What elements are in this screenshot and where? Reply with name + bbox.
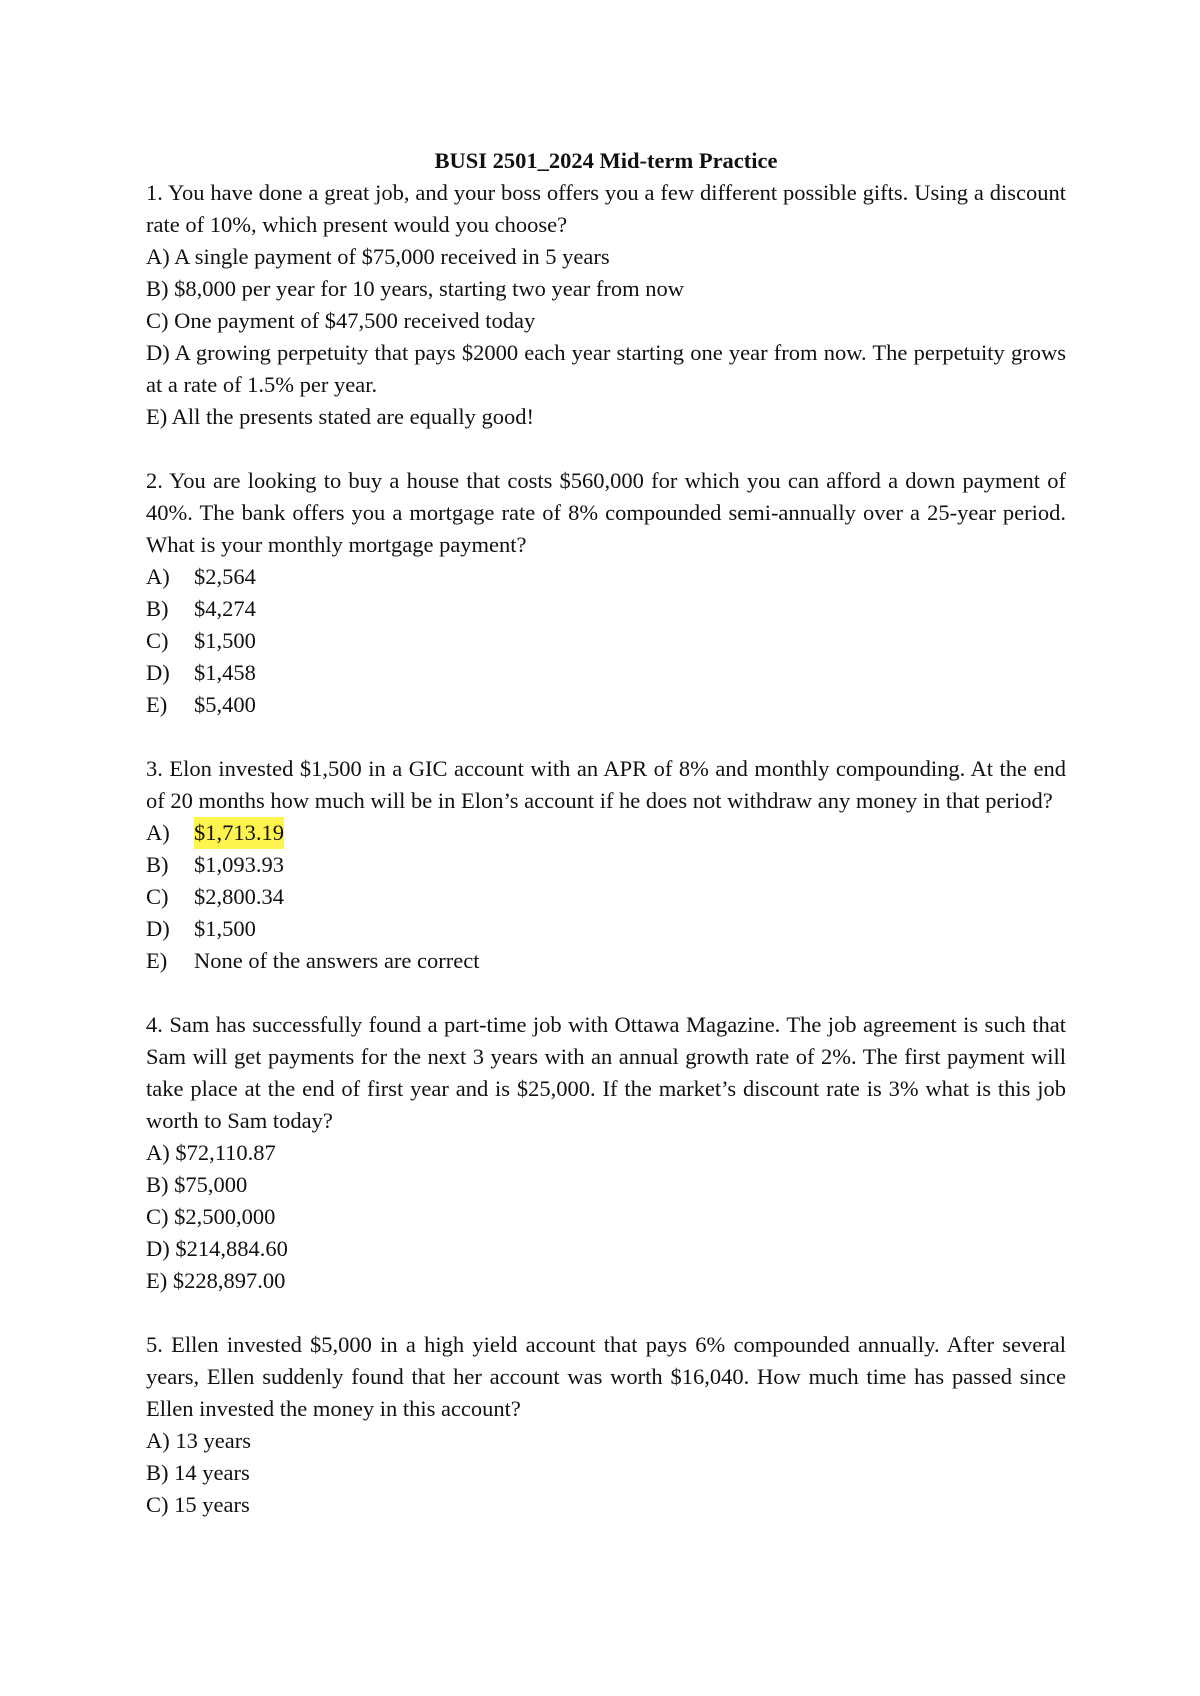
question-5-option-b: B) 14 years xyxy=(146,1460,250,1485)
question-3-option-e xyxy=(146,945,1066,977)
spacer xyxy=(146,1297,1066,1329)
question-3-option-b xyxy=(146,849,1066,881)
question-1 xyxy=(146,177,1066,433)
option-value: $1,093.93 xyxy=(194,852,284,877)
question-4-option-c: C) $2,500,000 xyxy=(146,1204,276,1229)
spacer xyxy=(146,721,1066,753)
option-value: $4,274 xyxy=(194,596,256,621)
highlighted-answer: $1,713.19 xyxy=(194,817,284,849)
option-letter: E) xyxy=(146,692,168,717)
question-2-option-b xyxy=(146,593,1066,625)
question-3-option-c xyxy=(146,881,1066,913)
option-letter: C) xyxy=(146,628,169,653)
question-1-option-e: E) All the presents stated are equally good! xyxy=(146,404,535,429)
question-2-option-a xyxy=(146,561,1066,593)
option-value: None of the answers are correct xyxy=(194,948,480,973)
question-3-option-d xyxy=(146,913,1066,945)
option-letter: D) xyxy=(146,916,170,941)
question-1-option-b: B) $8,000 per year for 10 years, starting two year from now xyxy=(146,276,684,301)
page-title: BUSI 2501_2024 Mid-term Practice xyxy=(434,148,778,173)
document-page xyxy=(146,145,1066,1521)
question-5 xyxy=(146,1329,1066,1521)
question-2-text: 2. You are looking to buy a house that costs $560,000 for which you can afford a down payment of 40%. The bank offers you a mortgage rate of 8% compounded semi-annually over a 25-year period. What is your monthly mortgage payment? xyxy=(146,468,1066,557)
question-3-text: 3. Elon invested $1,500 in a GIC account with an APR of 8% and monthly compounding. At the end of 20 months how much will be in Elon’s account if he does not withdraw any money in that period? xyxy=(146,756,1066,813)
question-4-text: 4. Sam has successfully found a part-time job with Ottawa Magazine. The job agreement is such that Sam will get payments for the next 3 years with an annual growth rate of 2%. The first payment will take place at the end of first year and is $25,000. If the market’s discount rate is 3% what is this job worth to Sam today? xyxy=(146,1012,1066,1133)
option-letter: A) xyxy=(146,820,170,845)
question-2-option-d xyxy=(146,657,1066,689)
question-1-option-c: C) One payment of $47,500 received today xyxy=(146,308,536,333)
question-3 xyxy=(146,753,1066,977)
spacer xyxy=(146,433,1066,465)
question-2-option-c xyxy=(146,625,1066,657)
question-5-option-c: C) 15 years xyxy=(146,1492,250,1517)
question-2 xyxy=(146,465,1066,721)
option-letter: B) xyxy=(146,596,169,621)
question-4-option-e: E) $228,897.00 xyxy=(146,1268,286,1293)
option-value: $1,458 xyxy=(194,660,256,685)
option-value: $1,500 xyxy=(194,628,256,653)
spacer xyxy=(146,977,1066,1009)
question-4 xyxy=(146,1009,1066,1297)
option-letter: E) xyxy=(146,948,168,973)
question-5-text: 5. Ellen invested $5,000 in a high yield account that pays 6% compounded annually. After several years, Ellen suddenly found that her account was worth $16,040. How much time has passed since Ellen invested the money in this account? xyxy=(146,1332,1066,1421)
question-1-option-d: D) A growing perpetuity that pays $2000 each year starting one year from now. The perpetuity grows at a rate of 1.5% per year. xyxy=(146,340,1066,397)
question-1-text: 1. You have done a great job, and your boss offers you a few different possible gifts. Using a discount rate of 10%, which present would you choose? xyxy=(146,180,1066,237)
question-4-option-b: B) $75,000 xyxy=(146,1172,248,1197)
question-1-option-a: A) A single payment of $75,000 received in 5 years xyxy=(146,244,610,269)
option-letter: A) xyxy=(146,564,170,589)
question-3-option-a xyxy=(146,817,1066,849)
question-4-option-d: D) $214,884.60 xyxy=(146,1236,288,1261)
question-2-option-e xyxy=(146,689,1066,721)
option-value: $2,564 xyxy=(194,564,256,589)
option-value: $5,400 xyxy=(194,692,256,717)
option-letter: D) xyxy=(146,660,170,685)
option-value: $1,500 xyxy=(194,916,256,941)
option-letter: C) xyxy=(146,884,169,909)
option-letter: B) xyxy=(146,852,169,877)
question-4-option-a: A) $72,110.87 xyxy=(146,1140,276,1165)
option-value: $2,800.34 xyxy=(194,884,284,909)
question-5-option-a: A) 13 years xyxy=(146,1428,251,1453)
